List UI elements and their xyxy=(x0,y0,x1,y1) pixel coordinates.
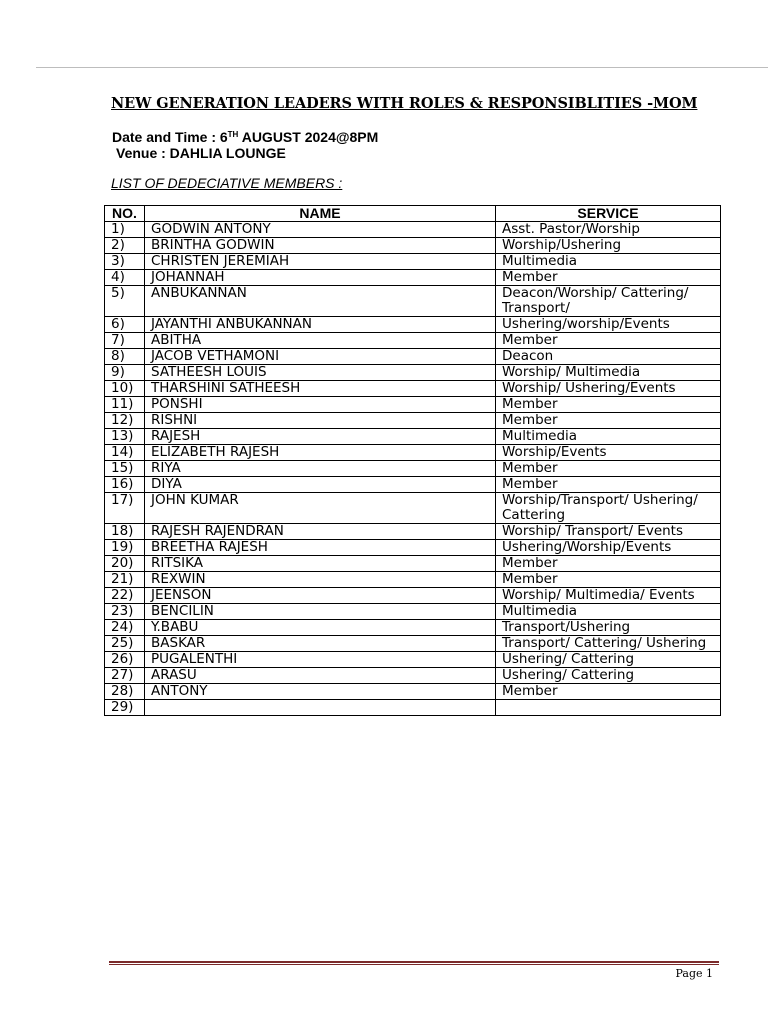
row-number: 28) xyxy=(105,684,145,700)
row-number: 15) xyxy=(105,461,145,477)
table-row xyxy=(105,700,721,716)
member-name: RIYA xyxy=(145,461,496,477)
member-service: Worship/ Transport/ Events xyxy=(496,524,721,540)
table-row xyxy=(105,556,721,572)
table-row xyxy=(105,429,721,445)
row-number: 5) xyxy=(105,286,145,317)
member-service: Ushering/ Cattering xyxy=(496,652,721,668)
row-number: 16) xyxy=(105,477,145,493)
member-service: Multimedia xyxy=(496,429,721,445)
row-number: 27) xyxy=(105,668,145,684)
member-service: Member xyxy=(496,461,721,477)
member-service: Multimedia xyxy=(496,254,721,270)
row-number: 4) xyxy=(105,270,145,286)
member-name: ABITHA xyxy=(145,333,496,349)
member-name: ELIZABETH RAJESH xyxy=(145,445,496,461)
row-number: 18) xyxy=(105,524,145,540)
table-row xyxy=(105,493,721,524)
table-row xyxy=(105,270,721,286)
table-row xyxy=(105,349,721,365)
member-name xyxy=(145,700,496,716)
row-number: 10) xyxy=(105,381,145,397)
table-row xyxy=(105,333,721,349)
table-row xyxy=(105,588,721,604)
footer-rule-thick xyxy=(109,961,719,963)
date-label: Date and Time : 6 xyxy=(112,129,228,145)
row-number: 23) xyxy=(105,604,145,620)
member-name: SATHEESH LOUIS xyxy=(145,365,496,381)
table-row xyxy=(105,461,721,477)
row-number: 3) xyxy=(105,254,145,270)
member-name: ARASU xyxy=(145,668,496,684)
member-service: Member xyxy=(496,572,721,588)
member-name: RISHNI xyxy=(145,413,496,429)
member-service: Asst. Pastor/Worship xyxy=(496,222,721,238)
row-number: 1) xyxy=(105,222,145,238)
row-number: 29) xyxy=(105,700,145,716)
member-service: Member xyxy=(496,413,721,429)
member-name: DIYA xyxy=(145,477,496,493)
member-name: ANBUKANNAN xyxy=(145,286,496,317)
member-service: Deacon/Worship/ Cattering/ Transport/ xyxy=(496,286,721,317)
member-name: PUGALENTHI xyxy=(145,652,496,668)
member-service: Deacon xyxy=(496,349,721,365)
table-row xyxy=(105,397,721,413)
member-service: Worship/ Multimedia/ Events xyxy=(496,588,721,604)
row-number: 11) xyxy=(105,397,145,413)
member-service: Member xyxy=(496,556,721,572)
member-service: Worship/Ushering xyxy=(496,238,721,254)
member-name: JOHN KUMAR xyxy=(145,493,496,524)
member-service: Worship/Events xyxy=(496,445,721,461)
footer-rule-thin xyxy=(109,964,719,965)
row-number: 9) xyxy=(105,365,145,381)
row-number: 25) xyxy=(105,636,145,652)
member-service: Worship/ Ushering/Events xyxy=(496,381,721,397)
table-row xyxy=(105,620,721,636)
member-name: JEENSON xyxy=(145,588,496,604)
member-name: RAJESH RAJENDRAN xyxy=(145,524,496,540)
table-row xyxy=(105,652,721,668)
member-service: Ushering/Worship/Events xyxy=(496,540,721,556)
header-no: NO. xyxy=(105,206,145,222)
member-name: JACOB VETHAMONI xyxy=(145,349,496,365)
table-row xyxy=(105,636,721,652)
table-row xyxy=(105,381,721,397)
header-rule xyxy=(36,67,768,68)
member-name: Y.BABU xyxy=(145,620,496,636)
members-table xyxy=(104,205,721,716)
member-service: Multimedia xyxy=(496,604,721,620)
table-row xyxy=(105,684,721,700)
member-name: JAYANTHI ANBUKANNAN xyxy=(145,317,496,333)
table-row xyxy=(105,238,721,254)
row-number: 17) xyxy=(105,493,145,524)
date-time-line xyxy=(112,129,378,145)
member-name: REXWIN xyxy=(145,572,496,588)
member-name: BREETHA RAJESH xyxy=(145,540,496,556)
member-service: Ushering/worship/Events xyxy=(496,317,721,333)
member-service: Member xyxy=(496,270,721,286)
list-heading: LIST OF DEDECIATIVE MEMBERS : xyxy=(111,175,343,191)
member-service: Transport/ Cattering/ Ushering xyxy=(496,636,721,652)
row-number: 13) xyxy=(105,429,145,445)
member-name: ANTONY xyxy=(145,684,496,700)
table-row xyxy=(105,365,721,381)
row-number: 12) xyxy=(105,413,145,429)
member-service: Member xyxy=(496,397,721,413)
member-service: Transport/Ushering xyxy=(496,620,721,636)
table-row xyxy=(105,572,721,588)
row-number: 14) xyxy=(105,445,145,461)
table-row xyxy=(105,413,721,429)
table-row xyxy=(105,286,721,317)
row-number: 6) xyxy=(105,317,145,333)
member-name: THARSHINI SATHEESH xyxy=(145,381,496,397)
member-service xyxy=(496,700,721,716)
table-row xyxy=(105,524,721,540)
venue-line: Venue : DAHLIA LOUNGE xyxy=(116,145,286,161)
member-name: BENCILIN xyxy=(145,604,496,620)
page-number: Page 1 xyxy=(675,967,713,980)
row-number: 2) xyxy=(105,238,145,254)
member-name: BRINTHA GODWIN xyxy=(145,238,496,254)
header-name: NAME xyxy=(145,206,496,222)
row-number: 20) xyxy=(105,556,145,572)
row-number: 7) xyxy=(105,333,145,349)
member-service: Member xyxy=(496,477,721,493)
member-service: Member xyxy=(496,684,721,700)
table-row xyxy=(105,477,721,493)
header-service: SERVICE xyxy=(496,206,721,222)
row-number: 8) xyxy=(105,349,145,365)
member-service: Worship/Transport/ Ushering/ Cattering xyxy=(496,493,721,524)
member-name: CHRISTEN JEREMIAH xyxy=(145,254,496,270)
member-name: JOHANNAH xyxy=(145,270,496,286)
row-number: 19) xyxy=(105,540,145,556)
table-row xyxy=(105,604,721,620)
member-service: Worship/ Multimedia xyxy=(496,365,721,381)
member-name: RAJESH xyxy=(145,429,496,445)
date-rest: AUGUST 2024@8PM xyxy=(238,129,379,145)
table-row xyxy=(105,668,721,684)
table-row xyxy=(105,540,721,556)
document-title: NEW GENERATION LEADERS WITH ROLES & RESPONSIBLITIES -MOM xyxy=(111,95,698,112)
date-suffix: TH xyxy=(227,130,239,139)
table-row xyxy=(105,222,721,238)
member-name: RITSIKA xyxy=(145,556,496,572)
member-service: Member xyxy=(496,333,721,349)
member-name: PONSHI xyxy=(145,397,496,413)
member-name: BASKAR xyxy=(145,636,496,652)
members-table-body xyxy=(105,222,721,716)
meeting-details xyxy=(112,129,378,161)
table-row xyxy=(105,254,721,270)
member-name: GODWIN ANTONY xyxy=(145,222,496,238)
table-row xyxy=(105,317,721,333)
member-service: Ushering/ Cattering xyxy=(496,668,721,684)
row-number: 24) xyxy=(105,620,145,636)
row-number: 26) xyxy=(105,652,145,668)
row-number: 21) xyxy=(105,572,145,588)
table-header-row xyxy=(105,206,721,222)
table-row xyxy=(105,445,721,461)
row-number: 22) xyxy=(105,588,145,604)
